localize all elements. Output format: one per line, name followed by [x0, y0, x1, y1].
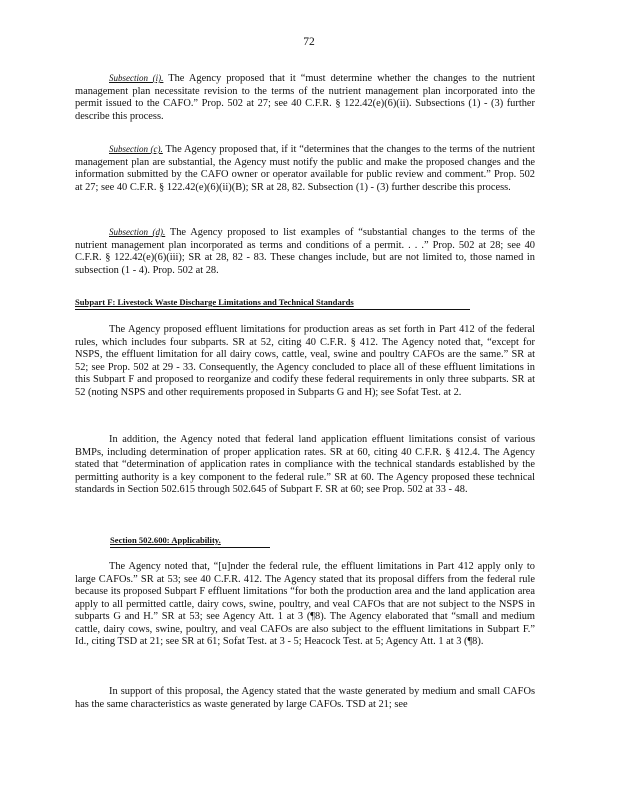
paragraph-subsection-d	[75, 226, 535, 277]
paragraph-body: The Agency proposed effluent limitations for production areas as set forth in Part 412 of the federal rules, which includes four subparts. SR at 52, citing 40 C.F.R. § 412. The Agency noted that, “except for NSPS, the effluent limitation for all dairy cows, cattle, veal, swine and poultry CAFOs are the same.” SR at 52; see Prop. 502 at 29 - 33. Consequently, the Agency concluded to place all of these effluent limitations in this Subpart F and proposed to reorganize and codify these federal requirements in only three subparts. SR at 52 (noting NSPS and other requirements proposed in Subparts G and H); see Sofat Test. at 2.	[75, 324, 535, 398]
heading-rule	[110, 547, 270, 548]
paragraph-subsection-c	[75, 143, 535, 194]
paragraph-support	[75, 686, 535, 711]
paragraph-effluent-limitations	[75, 324, 535, 399]
paragraph-body: In addition, the Agency noted that federal land application effluent limitations consist of various BMPs, including determination of proper application rates. SR at 60, citing 40 C.F.R. § 412.4. The Agency stated that “determination of application rates in compliance with the technical standards established by the permitting authority is a key component to the federal rule.” SR at 60. The Agency proposed these technical standards in Section 502.615 through 502.645 of Subpart F. SR at 60; see Prop. 502 at 33 - 48.	[75, 434, 535, 495]
paragraph-land-application	[75, 434, 535, 497]
heading-rule	[75, 309, 470, 310]
paragraph-applicability	[75, 561, 535, 649]
paragraph-body: The Agency proposed that it “must determine whether the changes to the nutrient management plan necessitate revision to the terms of the nutrient management plan incorporated into the permit issued to the CAFO.” Prop. 502 at 27; see 40 C.F.R. § 122.42(e)(6)(ii). Subsections (1) - (3) further describe this process.	[75, 73, 535, 122]
subsection-lead: Subsection (d).	[109, 227, 166, 237]
paragraph-subsection-b	[75, 72, 535, 123]
paragraph-body: The Agency proposed that, if it “determines that the changes to the terms of the nutrient management plan are substantial, the Agency must notify the public and make the proposed changes and the information submitted by the CAFO owner or operator available for public review and comment.” Prop. 502 at 27; see 40 C.F.R. § 122.42(e)(6)(ii)(B); SR at 28, 82. Subsection (1) - (3) further describe this process.	[75, 144, 535, 193]
paragraph-body: The Agency proposed to list examples of “substantial changes to the terms of the nutrient management plan incorporated as terms and conditions of a permit. . . .” Prop. 502 at 28; see 40 C.F.R. § 122.42(e)(6)(iii); SR at 28, 82 - 83. These changes include, but are not limited to, those named in subsection (1 - 4). Prop. 502 at 28.	[75, 227, 535, 276]
paragraph-body: The Agency noted that, “[u]nder the federal rule, the effluent limitations in Part 412 apply only to large CAFOs.” SR at 53; see 40 C.F.R. 412. The Agency stated that its proposal differs from the federal rule because its proposed Subpart F effluent limitations “for both the production area and the land application area apply to all permitted cattle, dairy cows, swine, poultry, and veal CAFOs that are not subject to the NSPS in subparts G and H.” SR at 53; see Agency Att. 1 at 3 (¶8). The Agency elaborated that “small and medium cattle, dairy cows, swine, poultry, and veal CAFOs are also subject to the effluent limitations in Subpart F.” Id., citing TSD at 21; see SR at 61; Sofat Test. at 3 - 5; Heacock Test. at 5; Agency Att. 1 at 3 (¶8).	[75, 561, 535, 647]
subsection-lead: Subsection (i).	[109, 73, 164, 83]
section-600-heading: Section 502.600: Applicability.	[110, 535, 221, 545]
subpart-f-heading: Subpart F: Livestock Waste Discharge Limitations and Technical Standards	[75, 297, 354, 307]
subsection-lead: Subsection (c).	[109, 144, 163, 154]
page-number: 72	[303, 36, 315, 48]
paragraph-body: In support of this proposal, the Agency stated that the waste generated by medium and small CAFOs has the same characteristics as waste generated by large CAFOs. TSD at 21; see	[75, 686, 535, 710]
